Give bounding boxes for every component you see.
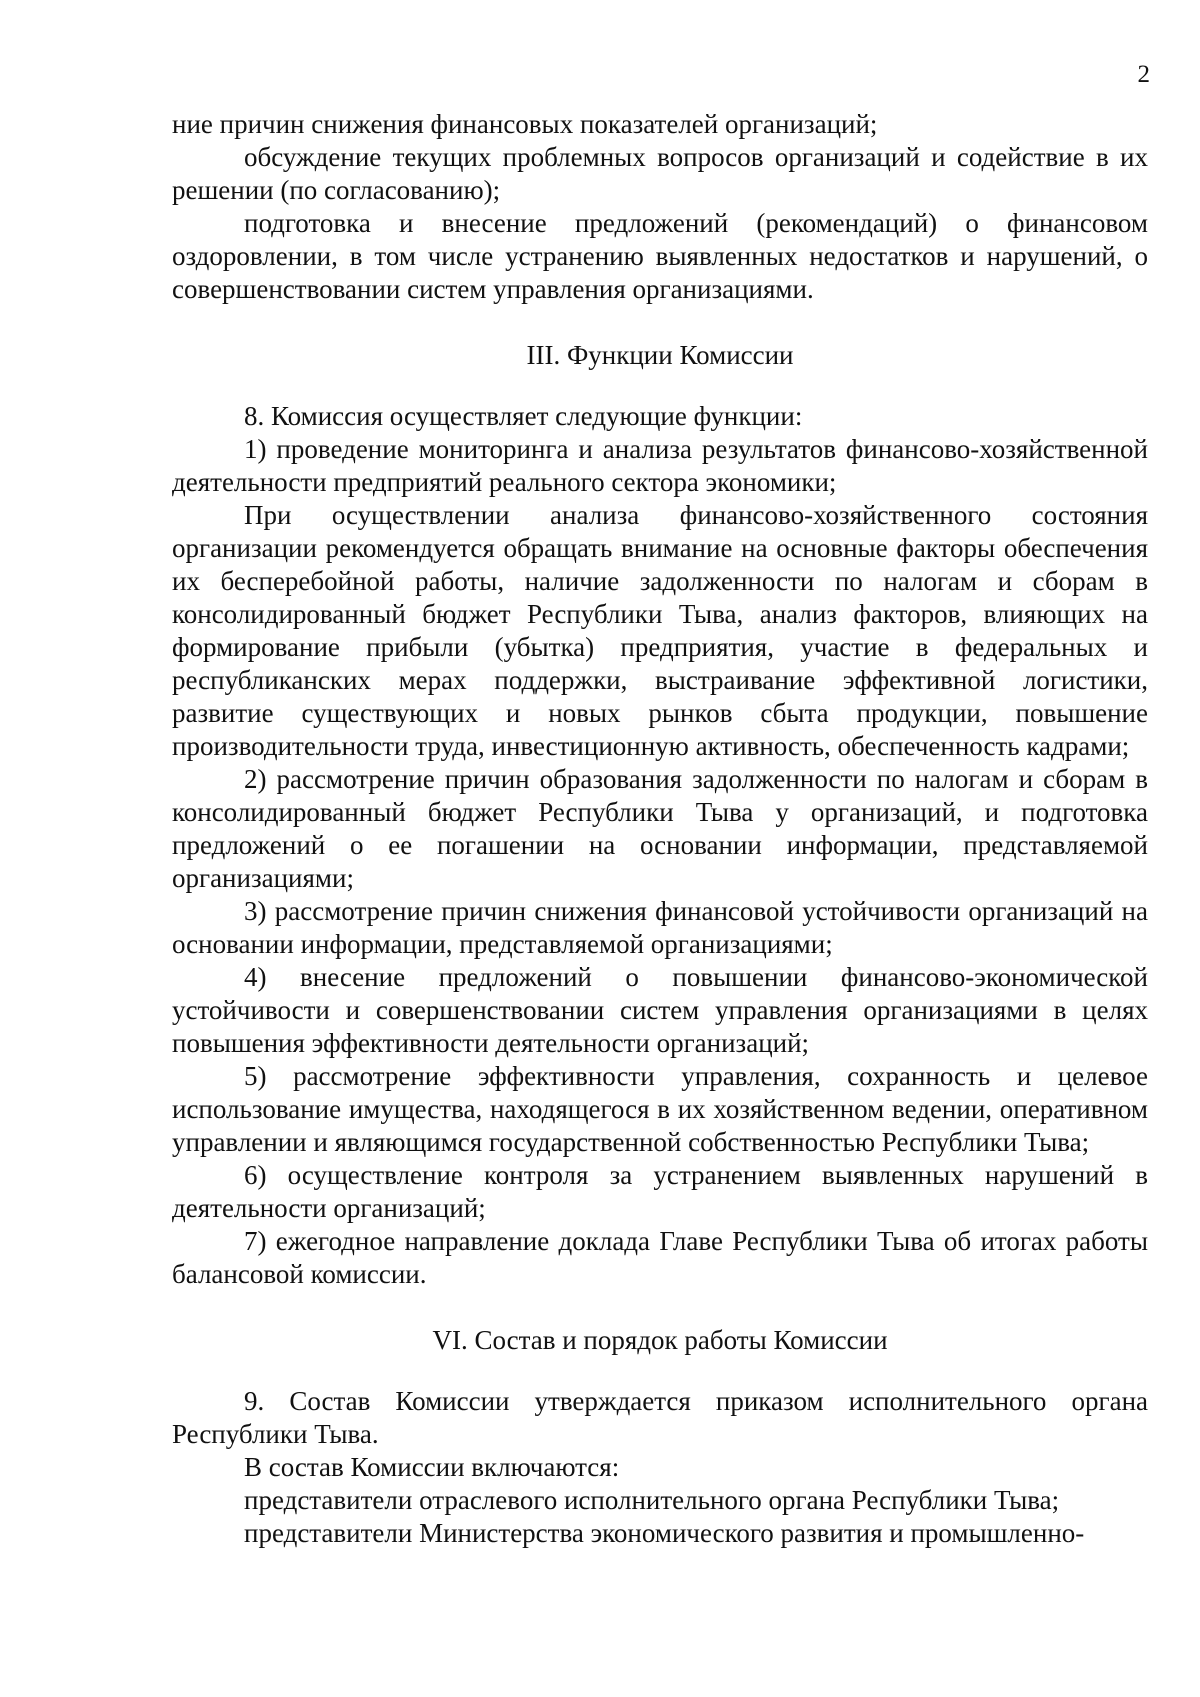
paragraph: 8. Комиссия осуществляет следующие функции: xyxy=(244,401,803,431)
section-heading-functions: III. Функции Комиссии xyxy=(526,340,794,370)
document-body xyxy=(172,108,1148,1550)
list-item: 7) ежегодное направление доклада Главе Республики Тыва об итогах работы балансовой комиссии. xyxy=(172,1226,1148,1289)
paragraph: представители отраслевого исполнительного органа Республики Тыва; xyxy=(244,1485,1060,1515)
list-item: 2) рассмотрение причин образования задолженности по налогам и сборам в консолидированный бюджет Республики Тыва у организаций, и подготовка предложений о ее погашении на основании информации, представляемой организациями; xyxy=(172,764,1148,893)
list-item: 6) осуществление контроля за устранением выявленных нарушений в деятельности организаций; xyxy=(172,1160,1148,1223)
paragraph: 9. Состав Комиссии утверждается приказом исполнительного органа Республики Тыва. xyxy=(172,1386,1148,1449)
paragraph: обсуждение текущих проблемных вопросов организаций и содействие в их решении (по согласованию); xyxy=(172,142,1148,205)
section-heading-composition: VI. Состав и порядок работы Комиссии xyxy=(432,1325,888,1355)
paragraph: представители Министерства экономического развития и промышленно- xyxy=(244,1518,1085,1548)
paragraph: подготовка и внесение предложений (рекомендаций) о финансовом оздоровлении, в том числе устранению выявленных недостатков и нарушений, о совершенствовании систем управления организациями. xyxy=(172,208,1148,304)
page-number: 2 xyxy=(1137,61,1150,88)
list-item: 5) рассмотрение эффективности управления, сохранность и целевое использование имущества, находящегося в их хозяйственном ведении, оперативном управлении и являющимся государственной собственностью Республики Тыва; xyxy=(172,1061,1148,1157)
paragraph: В состав Комиссии включаются: xyxy=(244,1452,620,1482)
list-item: 3) рассмотрение причин снижения финансовой устойчивости организаций на основании информации, представляемой организациями; xyxy=(172,896,1148,959)
list-item: 1) проведение мониторинга и анализа результатов финансово-хозяйственной деятельности предприятий реального сектора экономики; xyxy=(172,434,1148,497)
paragraph: ние причин снижения финансовых показателей организаций; xyxy=(172,109,878,139)
paragraph: При осуществлении анализа финансово-хозяйственного состояния организации рекомендуется обращать внимание на основные факторы обеспечения их бесперебойной работы, наличие задолженности по налогам и сборам в консолидированный бюджет Республики Тыва, анализ факторов, влияющих на формирование прибыли (убытка) предприятия, участие в федеральных и республиканских мерах поддержки, выстраивание эффективной логистики, развитие существующих и новых рынков сбыта продукции, повышение производительности труда, инвестиционную активность, обеспеченность кадрами; xyxy=(172,500,1148,761)
list-item: 4) внесение предложений о повышении финансово-экономической устойчивости и совершенствовании систем управления организациями в целях повышения эффективности деятельности организаций; xyxy=(172,962,1148,1058)
